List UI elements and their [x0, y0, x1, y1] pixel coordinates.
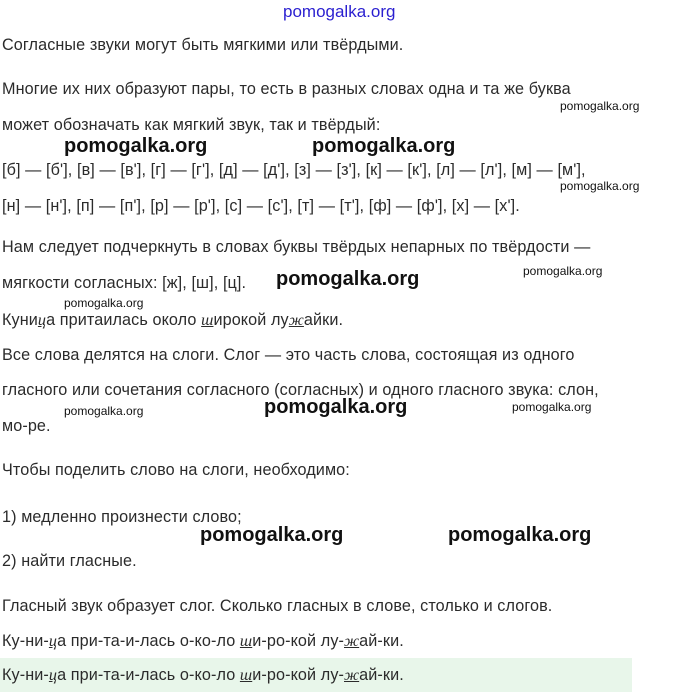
- syllable-part: и-ро-кой лу-: [252, 666, 344, 684]
- example-sentence: [2, 310, 343, 330]
- step-2: 2) найти гласные.: [2, 552, 137, 570]
- text-line-1: Согласные звуки могут быть мягкими или твёрдыми.: [2, 36, 404, 54]
- underlined-letter: ц: [37, 311, 47, 329]
- watermark-small: pomogalka.org: [560, 179, 640, 193]
- watermark-large: pomogalka.org: [276, 268, 420, 290]
- underlined-letter: ц: [48, 632, 58, 650]
- syllable-division-answer: [2, 665, 404, 685]
- underlined-letter: ш: [201, 311, 214, 329]
- sentence-part: а притаилась около: [46, 311, 202, 329]
- text-line-2: Многие их них образуют пары, то есть в разных словах одна и та же буква: [2, 80, 571, 98]
- underlined-letter: ж: [344, 666, 360, 684]
- watermark-large: pomogalka.org: [264, 396, 408, 418]
- syllable-part: и-ро-кой лу-: [252, 632, 344, 650]
- watermark-large: pomogalka.org: [448, 524, 592, 546]
- syllable-part: Ку-ни-: [2, 632, 49, 650]
- watermark-large: pomogalka.org: [64, 135, 208, 157]
- underlined-letter: ж: [344, 632, 360, 650]
- watermark-small: pomogalka.org: [64, 404, 144, 418]
- text-line-9: Все слова делятся на слоги. Слог — это часть слова, состоящая из одного: [2, 346, 575, 364]
- sentence-part: ирокой лу: [213, 311, 289, 329]
- watermark-large: pomogalka.org: [200, 524, 344, 546]
- watermark-small: pomogalka.org: [512, 400, 592, 414]
- text-line-6: Нам следует подчеркнуть в словах буквы твёрдых непарных по твёрдости —: [2, 238, 591, 256]
- syllable-division: [2, 631, 404, 651]
- watermark-small: pomogalka.org: [560, 99, 640, 113]
- text-line-11: мо-ре.: [2, 417, 51, 435]
- underlined-letter: ш: [239, 666, 253, 684]
- underlined-letter: ж: [288, 311, 304, 329]
- step-1: 1) медленно произнести слово;: [2, 508, 242, 526]
- consonant-pairs-line-1: [б] — [б'], [в] — [в'], [г] — [г'], [д] — [д'], [з] — [з'], [к] — [к'], [л] — [л'], [м] — [м'],: [2, 161, 586, 179]
- syllable-part: ай-ки.: [359, 666, 404, 684]
- syllable-part: ай-ки.: [359, 632, 404, 650]
- underlined-letter: ш: [239, 632, 253, 650]
- sentence-part: Куни: [2, 311, 38, 329]
- text-line-10: гласного или сочетания согласного (согласных) и одного гласного звука: слон,: [2, 381, 599, 399]
- watermark-small: pomogalka.org: [64, 296, 144, 310]
- consonant-pairs-line-2: [н] — [н'], [п] — [п'], [р] — [р'], [с] — [с'], [т] — [т'], [ф] — [ф'], [х] — [х'].: [2, 197, 520, 215]
- text-line-15: Гласный звук образует слог. Сколько гласных в слове, столько и слогов.: [2, 597, 553, 615]
- text-line-7: мягкости согласных: [ж], [ш], [ц].: [2, 274, 247, 292]
- watermark-top[interactable]: pomogalka.org: [283, 2, 396, 21]
- watermark-large: pomogalka.org: [312, 135, 456, 157]
- text-line-12: Чтобы поделить слово на слоги, необходимо:: [2, 461, 350, 479]
- syllable-part: а при-та-и-лась о-ко-ло: [57, 632, 240, 650]
- sentence-part: айки.: [303, 311, 344, 329]
- text-line-3: может обозначать как мягкий звук, так и твёрдый:: [2, 116, 381, 134]
- syllable-part: Ку-ни-: [2, 666, 49, 684]
- syllable-part: а при-та-и-лась о-ко-ло: [57, 666, 240, 684]
- watermark-small: pomogalka.org: [523, 264, 603, 278]
- underlined-letter: ц: [48, 666, 58, 684]
